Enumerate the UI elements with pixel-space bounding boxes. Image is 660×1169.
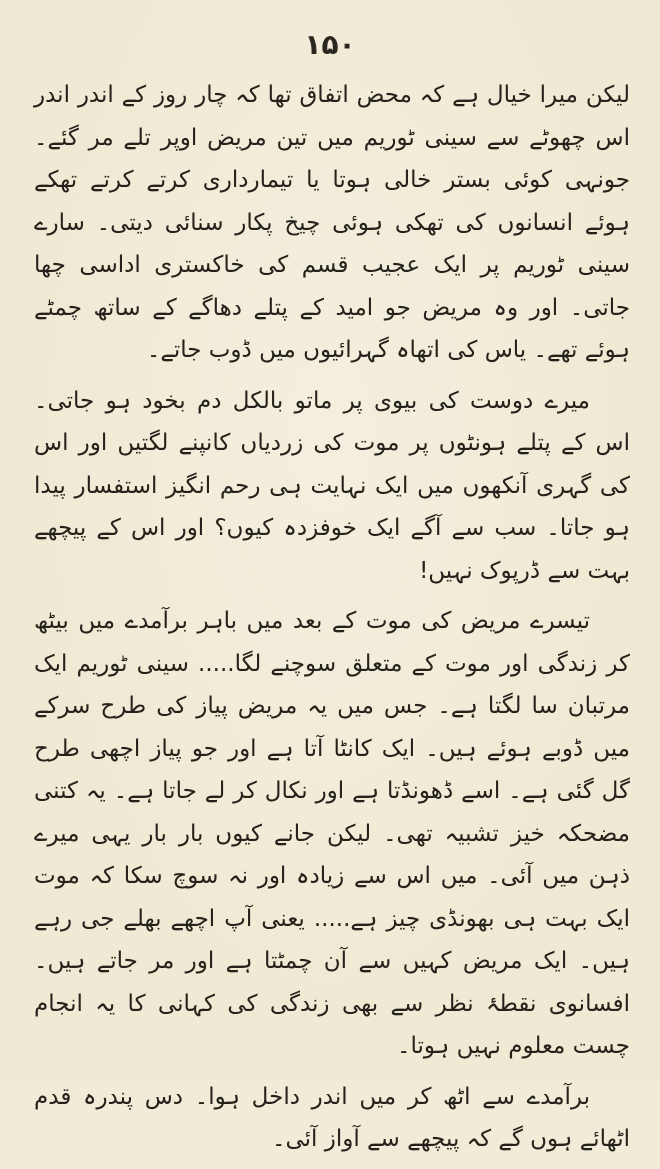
paragraph-3: تیسرے مریض کی موت کے بعد میں باہر برآمدے میں بیٹھ کر زندگی اور موت کے متعلق سوچنے لگا..... سینی ٹوریم ایک مرتبان سا لگتا ہے۔ جس میں یہ مریض پیاز کی طرح سرکے میں ڈوبے ہوئے ہیں۔ ایک کانٹا آتا ہے اور جو پیاز اچھی طرح گل گئی ہے۔ اسے ڈھونڈتا ہے اور نکال کر لے جاتا ہے۔ یہ کتنی مضحکہ خیز تشبیہ تھی۔ لیکن جانے کیوں بار بار یہی میرے ذہن میں آئی۔ میں اس سے زیادہ اور نہ سوچ سکا کہ موت ایک بہت ہی بھونڈی چیز ہے..... یعنی آپ اچھے بھلے جی رہے ہیں۔ ایک مریض کہیں سے آن چمٹتا ہے اور مر جاتے ہیں۔ افسانوی نقطۂ نظر سے بھی زندگی کی کہانی کا یہ انجام چست معلوم نہیں ہوتا۔	[34, 608, 630, 1059]
paragraph-2: میرے دوست کی بیوی پر ماتو بالکل دم بخود ہو جاتی۔ اس کے پتلے ہونٹوں پر موت کی زردیاں کانپنے لگتیں اور اس کی گہری آنکھوں میں ایک نہایت ہی رحم انگیز استفسار پیدا ہو جاتا۔ سب سے آگے ایک خوفزدہ کیوں؟ اور اس کے پیچھے بہت سے ڈرپوک نہیں!	[34, 387, 630, 584]
body-text	[34, 74, 630, 1169]
paragraph-1: لیکن میرا خیال ہے کہ محض اتفاق تھا کہ چار روز کے اندر اندر اس چھوٹے سے سینی ٹوریم میں تین مریض اوپر تلے مر گئے۔ جونہی کوئی بستر خالی ہوتا یا تیمارداری کرتے کرتے تھکے ہوئے انسانوں کی تھکی ہوئی چیخ پکار سنائی دیتی۔ سارے سینی ٹوریم پر ایک عجیب قسم کی خاکستری اداسی چھا جاتی۔ اور وہ مریض جو امید کے پتلے دھاگے کے ساتھ چمٹے ہوئے تھے۔ یاس کی اتھاہ گہرائیوں میں ڈوب جاتے۔	[34, 82, 630, 363]
page-number: ۱۵۰	[304, 28, 356, 61]
paragraph-4: برآمدے سے اٹھ کر میں اندر داخل ہوا۔ دس پندرہ قدم اٹھائے ہوں گے کہ پیچھے سے آواز آئی۔	[34, 1083, 630, 1152]
